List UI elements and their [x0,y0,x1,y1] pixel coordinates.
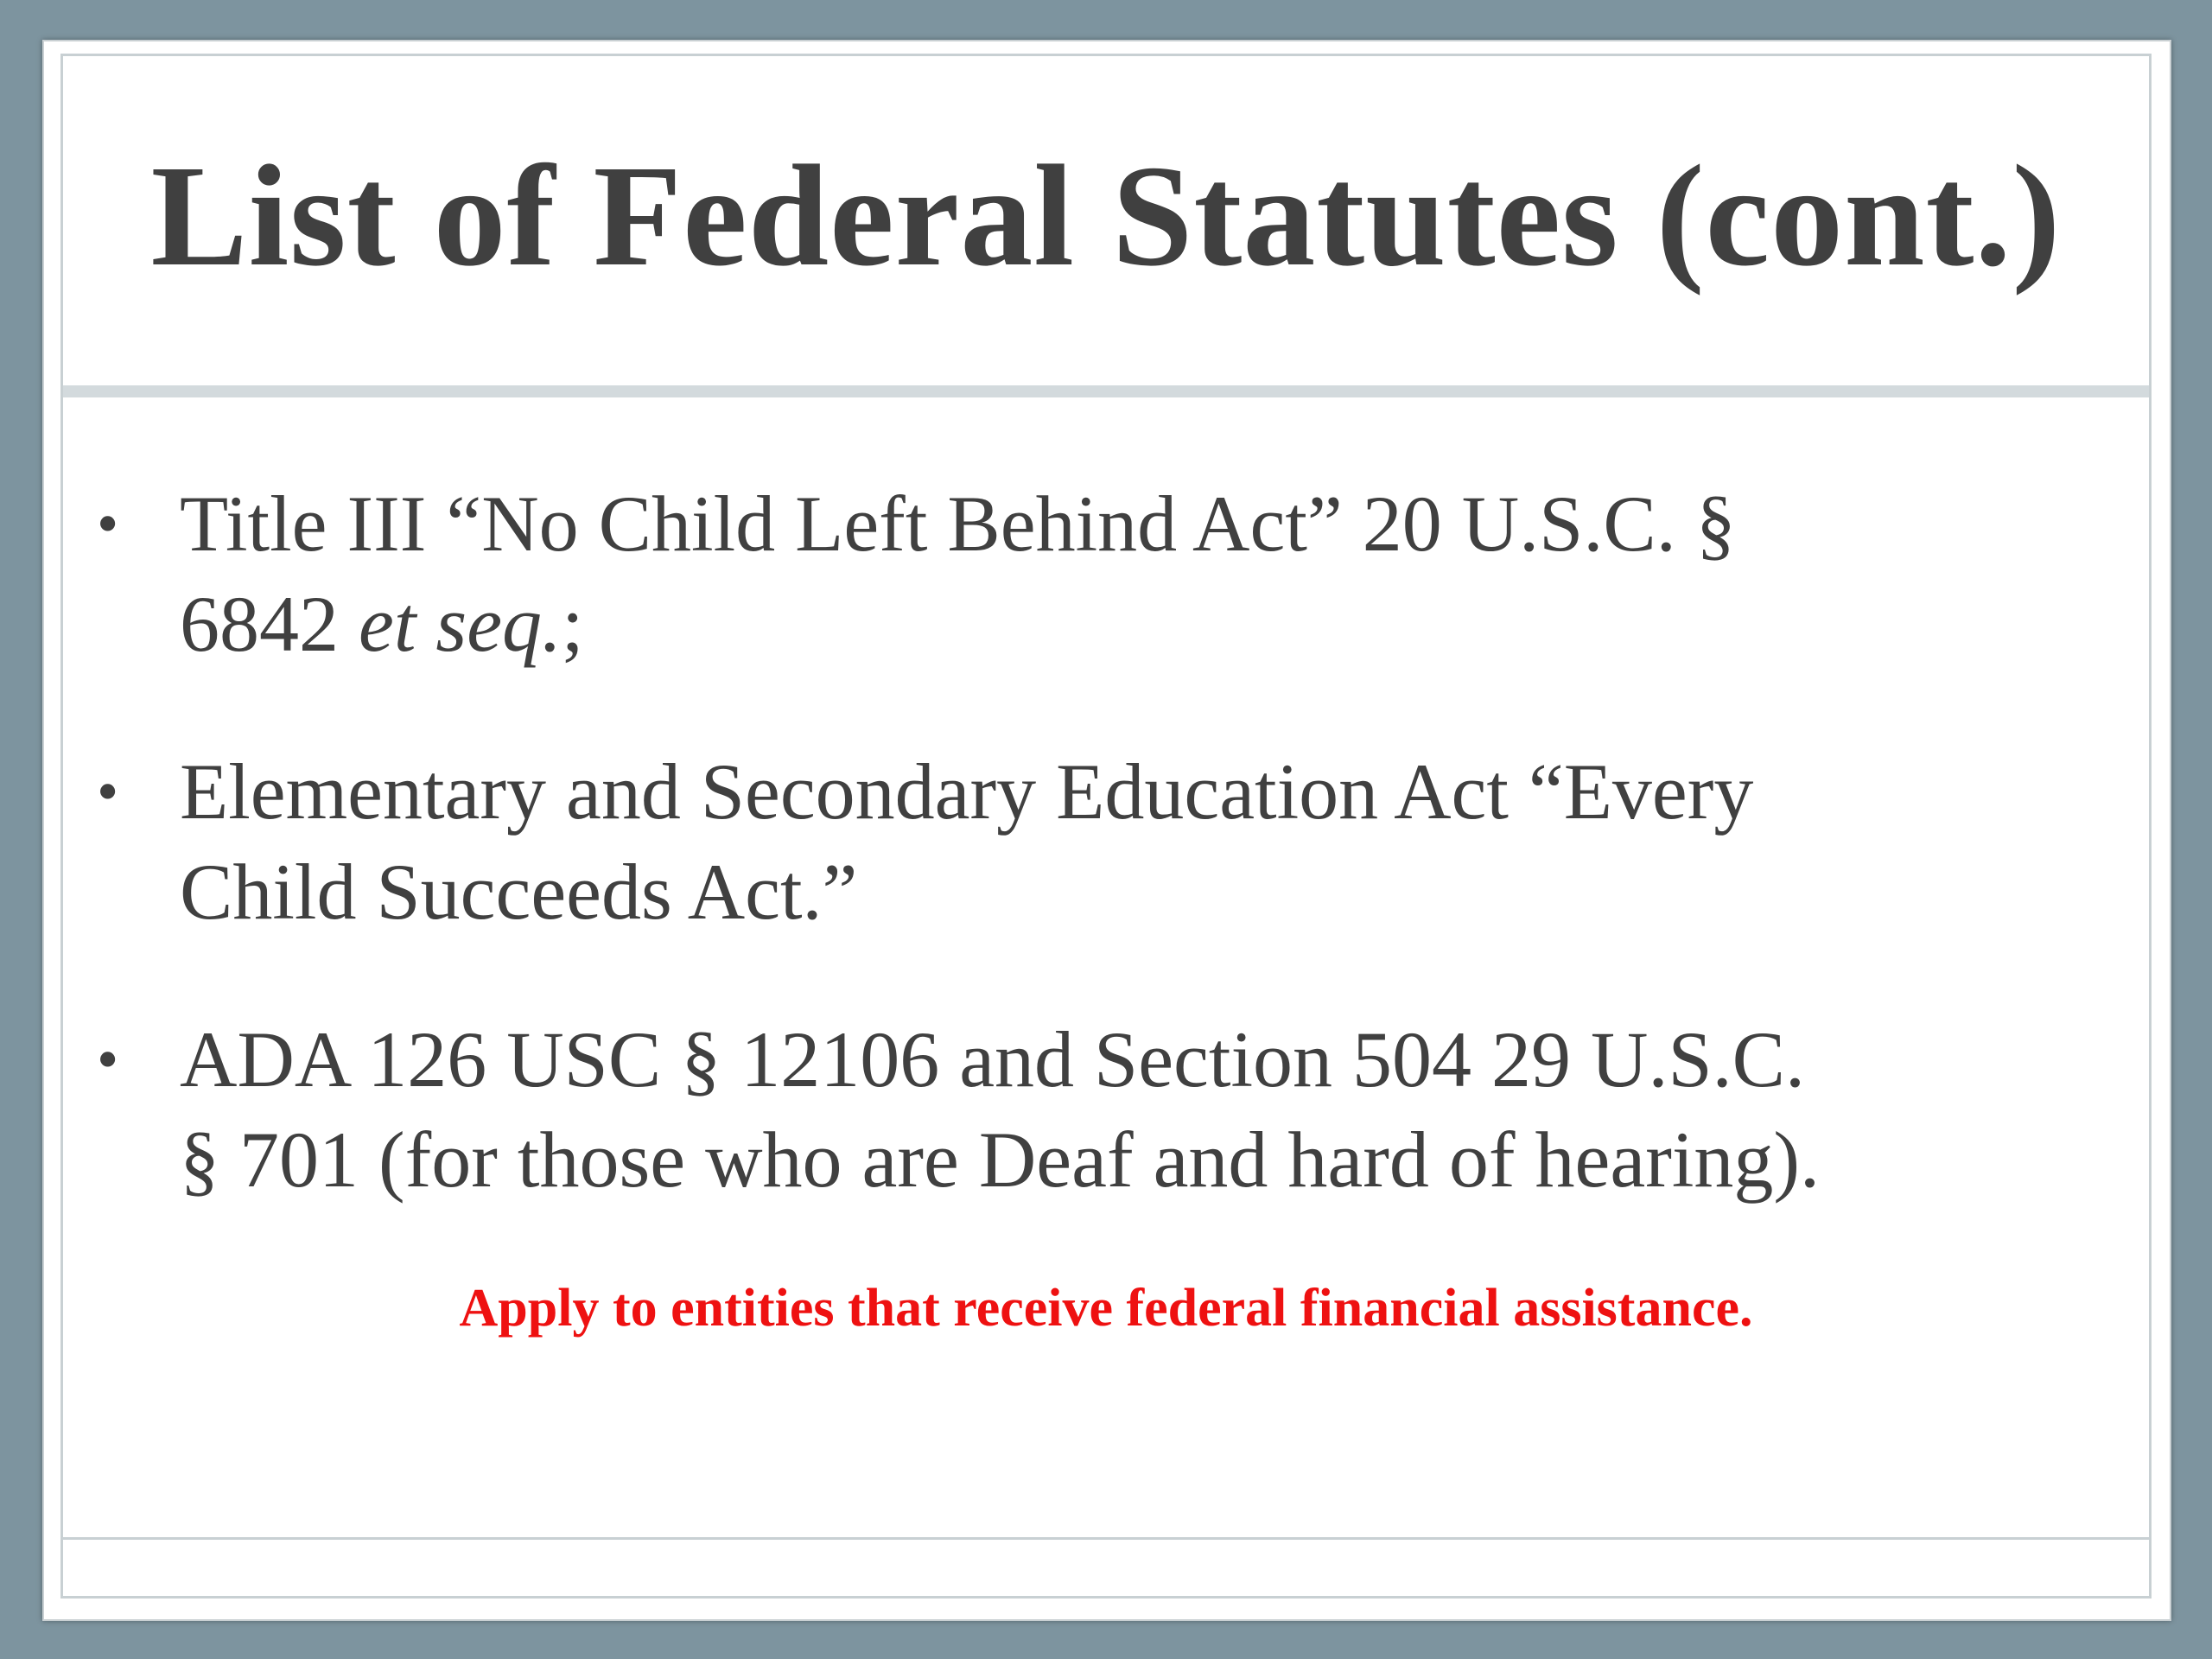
footer-divider [63,1537,2149,1540]
bullet-line-2-end: ; [562,580,584,668]
bullet-line-2: § 701 (for those who are Deaf and hard of hearing). [180,1116,1821,1204]
bullet-line-2 [180,574,2110,674]
bullet-icon: • [97,757,119,826]
funding-note: Apply to entities that receive federal financial assistance. [459,1279,1753,1338]
bullet-line: Elementary and Secondary Education Act “Every [180,747,1754,836]
bullet-line: ADA 126 USC § 12106 and Section 504 29 U.S.C. [180,1015,1805,1103]
bullet-item-ada [97,1009,2110,1210]
bullet-list [97,474,2110,1277]
bullet-item-esea [97,741,2110,942]
bullet-line-2-start: 6842 [180,580,359,668]
title-divider [63,385,2149,397]
bullet-item-nclb [97,474,2110,674]
bullet-icon: • [97,489,119,558]
bullet-line: Title III “No Child Left Behind Act” 20 U.S.C. § [180,480,1736,568]
bullet-line-2-italic: et seq. [359,580,563,668]
bullet-icon: • [97,1025,119,1094]
bullet-line-2: Child Succeeds Act.” [180,848,858,936]
slide-title: List of Federal Statutes (cont.) [150,136,2062,296]
